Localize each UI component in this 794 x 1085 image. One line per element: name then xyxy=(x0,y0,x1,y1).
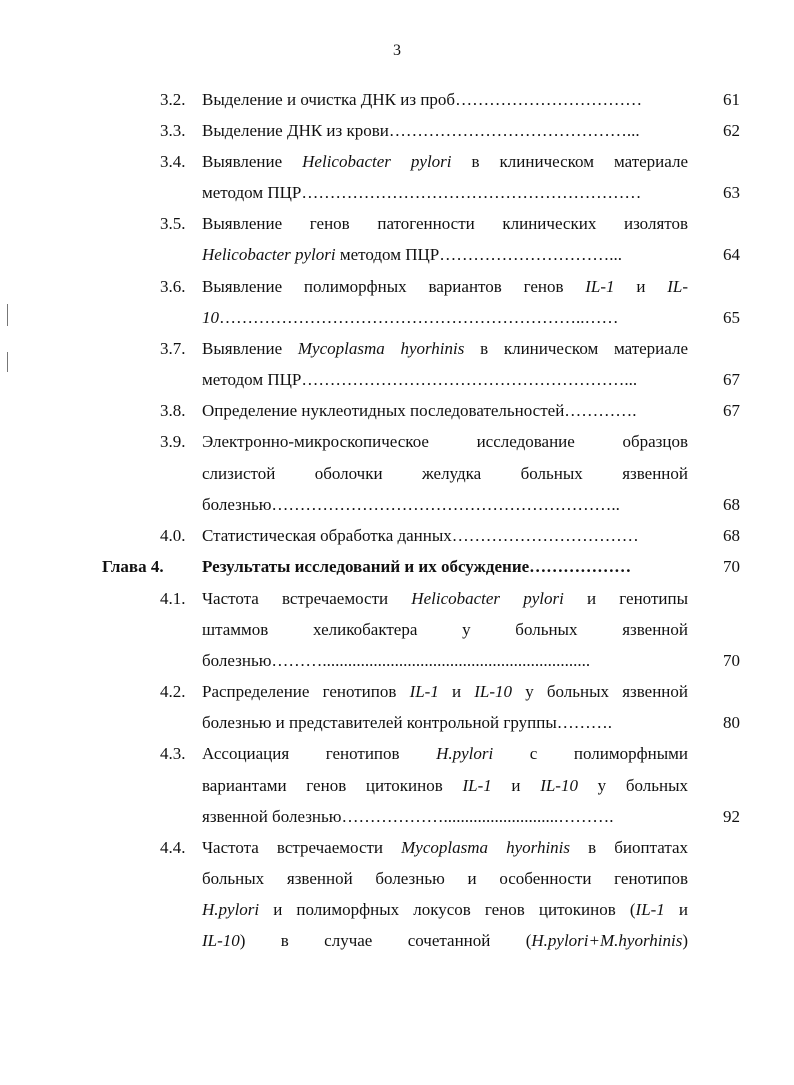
toc-entry-page: 70 xyxy=(723,557,740,576)
toc-entry-text: Helicobacter pylori методом ПЦР…………………………... xyxy=(202,245,622,264)
toc-entry-text: язвенной болезнью………………...........................………. xyxy=(202,807,614,826)
toc-entry-text: Статистическая обработка данных…………………………… xyxy=(202,526,639,545)
toc-entry-page: 67 xyxy=(723,370,740,389)
toc-entry-number: 4.1. xyxy=(160,589,186,608)
toc-entry-page: 64 xyxy=(723,245,740,264)
toc-entry-page: 62 xyxy=(723,121,740,140)
toc-entry-page: 68 xyxy=(723,495,740,514)
toc-entry-text: Ассоциация генотипов H.pylori с полиморфными xyxy=(202,744,688,763)
toc-entry-number: 3.2. xyxy=(160,90,186,109)
toc-entry-text: Выявление Helicobacter pylori в клиническом материале xyxy=(202,152,689,171)
toc-entry-text: Выделение ДНК из крови……………………………………... xyxy=(202,121,640,140)
toc-entry-text: штаммов хеликобактера у больных язвенной xyxy=(202,620,688,639)
toc-entry-text: Определение нуклеотидных последовательностей…………. xyxy=(202,401,637,420)
toc-entry-page: 63 xyxy=(723,183,740,202)
toc-entry-text: слизистой оболочки желудка больных язвенной xyxy=(202,464,688,483)
chapter-title: Результаты исследований и их обсуждение……………… xyxy=(202,557,632,576)
toc-entry-number: 3.8. xyxy=(160,401,186,420)
toc-entry-page: 68 xyxy=(723,526,740,545)
toc-entry-text: Частота встречаемости Mycoplasma hyorhinis в биоптатах xyxy=(202,838,688,857)
toc-entry-text: Распределение генотипов IL-1 и IL-10 у больных язвенной xyxy=(202,682,688,701)
toc-entry-number: 3.6. xyxy=(160,277,186,296)
toc-entry-page: 70 xyxy=(723,651,740,670)
toc-entry-text: болезнью и представителей контрольной группы………. xyxy=(202,713,613,732)
margin-mark xyxy=(7,352,8,372)
toc-entry-number: 3.5. xyxy=(160,214,186,233)
toc-entry-number: 4.0. xyxy=(160,526,186,545)
toc-entry-number: 3.3. xyxy=(160,121,186,140)
toc-entry-page: 92 xyxy=(723,807,740,826)
toc-entry-text: IL-10) в случае сочетанной (H.pylori+M.hyorhinis) xyxy=(202,931,688,950)
toc-entry-text: Электронно-микроскопическое исследование образцов xyxy=(202,432,688,451)
toc-entry-page: 80 xyxy=(723,713,740,732)
toc-entry-number: 4.3. xyxy=(160,744,186,763)
toc-entry-text: болезнью…………………………………………………….. xyxy=(202,495,620,514)
toc-entry-page: 65 xyxy=(723,308,740,327)
toc-entry-number: 4.4. xyxy=(160,838,186,857)
toc-entry-text: Выявление полиморфных вариантов генов IL-1 и IL- xyxy=(202,277,688,296)
toc-entry-text: методом ПЦР…………………………………………………... xyxy=(202,370,638,389)
toc-entry-number: 3.7. xyxy=(160,339,186,358)
toc-entry-text: методом ПЦР…………………………………………………… xyxy=(202,183,642,202)
margin-mark xyxy=(7,304,8,326)
toc-entry-number: 3.9. xyxy=(160,432,186,451)
toc-entry-number: 4.2. xyxy=(160,682,186,701)
toc-entry-number: 3.4. xyxy=(160,152,186,171)
toc-entry-text: вариантами генов цитокинов IL-1 и IL-10 у больных xyxy=(202,776,688,795)
page-number: 3 xyxy=(393,42,401,59)
toc-entry-text: болезнью………............................................................... xyxy=(202,651,591,670)
toc-entry-text: H.pylori и полиморфных локусов генов цитокинов (IL-1 и xyxy=(202,900,688,919)
toc-entry-text: Выявление Mycoplasma hyorhinis в клиническом материале xyxy=(202,339,689,358)
toc-entry-text: Частота встречаемости Helicobacter pylori и генотипы xyxy=(202,589,688,608)
toc-entry-text: 10………………………………………………………..…… xyxy=(202,308,619,327)
toc-entry-page: 67 xyxy=(723,401,740,420)
toc-entry-text: больных язвенной болезнью и особенности генотипов xyxy=(202,869,688,888)
chapter-number: Глава 4. xyxy=(102,557,164,576)
toc-entry-page: 61 xyxy=(723,90,740,109)
toc-entry-text: Выделение и очистка ДНК из проб…………………………… xyxy=(202,90,643,109)
toc-entry-text: Выявление генов патогенности клинических изолятов xyxy=(202,214,688,233)
